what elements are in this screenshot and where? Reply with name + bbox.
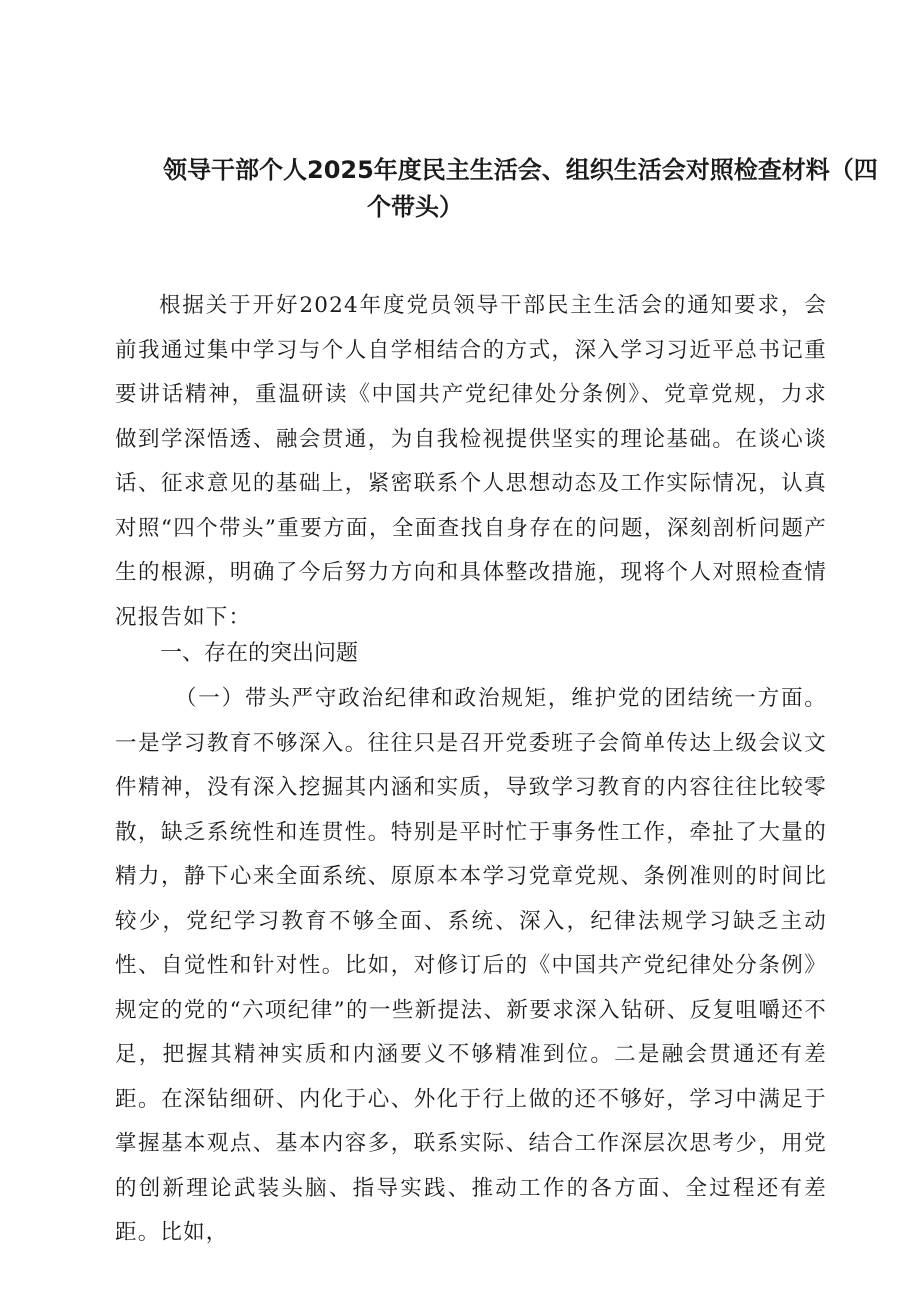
- section-heading: 一、存在的突出问题: [160, 641, 359, 666]
- section-paragraph: （一）带头严守政治纪律和政治规矩，维护党的团结统一方面。一是学习教育不够深入。往往只是召开党委班子会简单传达上级会议文件精神，没有深入挖掘其内涵和实质，导致学习教育的内容往往比较零散，缺乏系统性和连贯性。特别是平时忙于事务性工作，牵扯了大量的精力，静下心来全面系统、原原本本学习党章党规、条例准则的时间比较少，党纪学习教育不够全面、系统、深入，纪律法规学习缺乏主动性、自觉性和针对性。比如，对修订后的《中国共产党纪律处分条例》规定的党的“六项纪律”的一些新提法、新要求深入钻研、反复咀嚼还不足，把握其精神实质和内涵要义不够精准到位。二是融会贯通还有差距。在深钻细研、内化于心、外化于行上做的还不够好，学习中满足于掌握基本观点、基本内容多，联系实际、结合工作深层次思考少，用党的创新理论武装头脑、指导实践、推动工作的各方面、全过程还有差距。比如，: [115, 686, 827, 1245]
- intro-paragraph: 根据关于开好2024年度党员领导干部民主生活会的通知要求，会前我通过集中学习与个人自学相结合的方式，深入学习习近平总书记重要讲话精神，重温研读《中国共产党纪律处分条例》、党章党规，力求做到学深悟透、融会贯通，为自我检视提供坚实的理论基础。在谈心谈话、征求意见的基础上，紧密联系个人思想动态及工作实际情况，认真对照“四个带头”重要方面，全面查找自身存在的问题，深刻剖析问题产生的根源，明确了今后努力方向和具体整改措施，现将个人对照检查情况报告如下：: [115, 293, 827, 630]
- document-title-line-2: 个带头）: [367, 193, 463, 221]
- document-title-line-1: 领导干部个人2025年度民主生活会、组织生活会对照检查材料（四: [163, 156, 878, 184]
